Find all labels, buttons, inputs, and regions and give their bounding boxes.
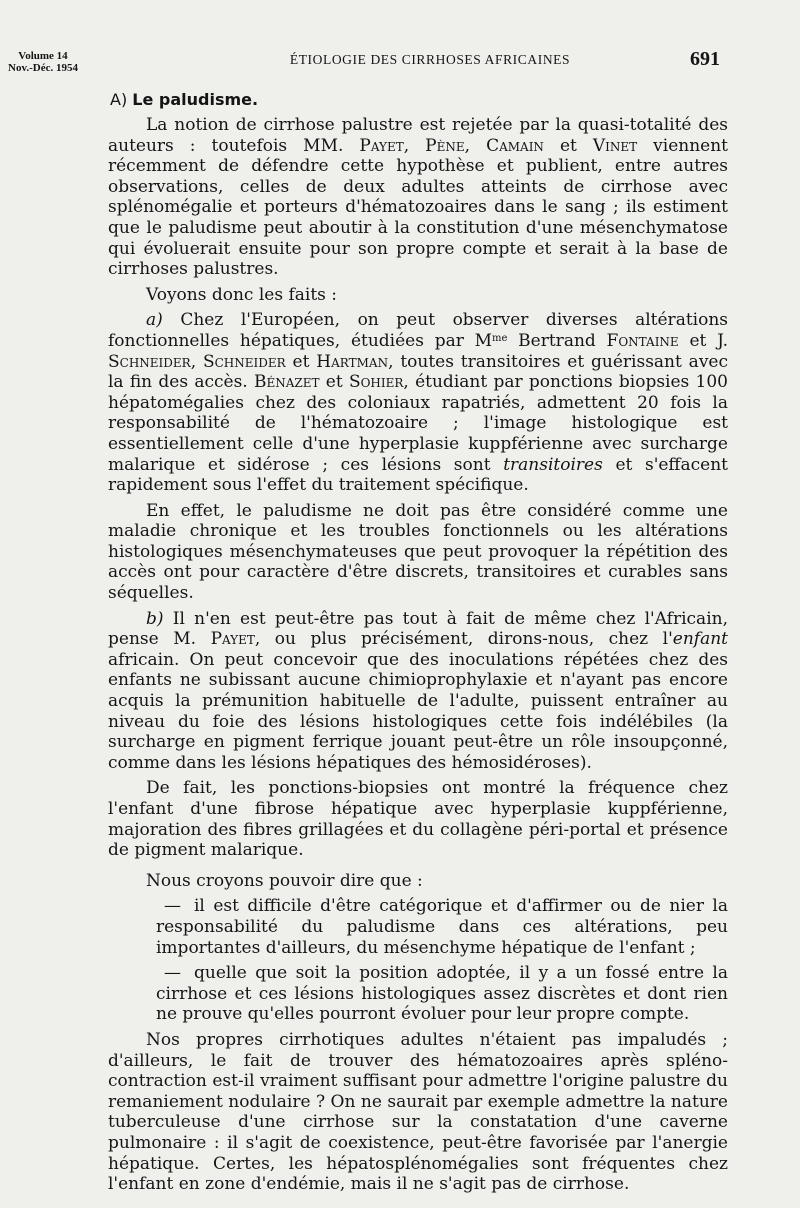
section-label: A) bbox=[110, 90, 128, 109]
text-run: Chez l'Européen, on peut observer diverses altérations fonctionnelles hépatiques, étudiées par M bbox=[108, 310, 728, 351]
text-run: La notion de cirrhose palustre est rejetée par la quasi-totalité des auteurs : toutefois MM. bbox=[108, 115, 728, 156]
section-title: Le paludisme. bbox=[132, 90, 259, 109]
dash-marker: — bbox=[164, 896, 181, 917]
paragraph-facts: Voyons donc les faits : bbox=[146, 284, 338, 305]
paragraph-conclusion-intro: Nous croyons pouvoir dire que : bbox=[146, 870, 423, 891]
paragraph-biopsies: De fait, les ponctions-biopsies ont montré la fréquence chez l'enfant d'une fibrose hépatique avec hyperplasie kuppférienne, majoration des fibres grillagées et du collagène péri-portal et présence de pigment malarique. bbox=[108, 778, 728, 861]
page-number: 691 bbox=[690, 48, 720, 70]
list-label: a) bbox=[146, 310, 163, 331]
text-run: , toutes transitoires et guérissant avec la fin des accès. bbox=[108, 351, 728, 393]
text-run: africain. On peut concevoir que des inoculations répétées chez des enfants ne subissant aucune chimioprophylaxie et n'ayant pas encore acquis la prémunition habituelle de l'adulte, puissent entraîner au niveau du foie des lésions histologiques cette fois indélébiles (la surcharge en pigment ferrique jouant peut-être un rôle insoupçonné, comme dans les lésions hépatiques des hémosidéroses). bbox=[108, 649, 728, 773]
emphasis: transitoires bbox=[503, 454, 603, 475]
author-name: Payet bbox=[210, 629, 255, 650]
text-run: , bbox=[190, 351, 203, 372]
author-name: Schneider bbox=[202, 351, 286, 372]
volume-label: Volume 14 bbox=[18, 50, 68, 62]
author-name: Fontaine bbox=[606, 330, 679, 351]
text-run: , ou plus précisément, dirons-nous, chez l' bbox=[254, 629, 673, 650]
dash-item bbox=[108, 963, 728, 1025]
text-run: et s'effacent rapidement sous l'effet du traitement spécifique. bbox=[108, 454, 728, 496]
author-name: Payet bbox=[359, 135, 404, 156]
dash-item bbox=[108, 896, 728, 958]
paragraph-intro bbox=[108, 115, 728, 280]
text-run: viennent récemment de défendre cette hypothèse et publient, entre autres observations, celles de deux adultes atteints de cirrhose avec splénomégalie et porteurs d'hématozoaires dans le sang ; ils estiment que le paludisme peut aboutir à la constitution d'une mésenchymatose qui évoluerait ensuite pour son propre compte et serait à la base de cirrhoses palustres. bbox=[108, 135, 729, 280]
author-name: Schneider bbox=[108, 351, 191, 372]
paragraph-effect: En effet, le paludisme ne doit pas être considéré comme une maladie chronique et les troubles fonctionnels ou les altérations histologiques mésenchymateuses que peut provoquer la répétition des accès ont pour caractère d'être discrets, transitoires et curables sans séquelles. bbox=[108, 500, 728, 604]
text-run: Bertrand bbox=[507, 330, 607, 351]
text-run: et J. bbox=[678, 330, 729, 351]
dash-item-text: il est difficile d'être catégorique et d'affirmer ou de nier la responsabilité du paludisme dans ces altérations, peu importantes d'ailleurs, du mésenchyme hépatique de l'enfant ; bbox=[156, 896, 728, 958]
text-run: et bbox=[285, 351, 317, 372]
section-heading bbox=[110, 90, 258, 109]
running-title: ÉTIOLOGIE DES CIRRHOSES AFRICAINES bbox=[289, 52, 571, 67]
list-label: b) bbox=[146, 608, 164, 629]
text-run: , bbox=[403, 135, 426, 156]
author-name: Pène bbox=[425, 135, 465, 156]
paragraph-final: Nos propres cirrhotiques adultes n'étaient pas impaludés ; d'ailleurs, le fait de trouver des hématozoaires après spléno-contraction est-il vraiment suffisant pour admettre l'origine palustre du remaniement nodulaire ? On ne saurait par exemple admettre la nature tuberculeuse d'une cirrhose sur la constatation d'une caverne pulmonaire : il s'agit de coexistence, peut-être favorisée par l'anergie hépatique. Certes, les hépatosplénomégalies sont fréquentes chez l'enfant en zone d'endémie, mais il ne s'agit pas de cirrhose. bbox=[108, 1029, 728, 1195]
author-name: Hartman bbox=[316, 351, 389, 372]
emphasis: enfant bbox=[672, 629, 729, 650]
text-run: Il n'en est peut-être pas tout à fait de même chez l'Africain, pense M. bbox=[108, 608, 728, 650]
author-name: Camain bbox=[486, 135, 544, 156]
text-run: , étudiant par ponctions biopsies 100 hépatomégalies chez des coloniaux rapatriés, admettent 20 fois la responsabilité de l'hématozoaire ; l'image histologique est essentiellement celle d'une hyperplasie kuppférienne avec surcharge malarique et sidérose ; ces lésions sont bbox=[108, 372, 728, 475]
volume-info bbox=[8, 50, 78, 74]
dash-item-text: quelle que soit la position adoptée, il y a un fossé entre la cirrhose et ces lésions histologiques assez discrètes et dont rien ne prouve qu'elles pourront évoluer pour leur propre compte. bbox=[156, 963, 728, 1025]
author-name: Bénazet bbox=[253, 372, 320, 393]
author-name: Sohier bbox=[348, 372, 404, 393]
issue-label: Nov.-Déc. 1954 bbox=[8, 62, 78, 74]
paragraph-european bbox=[108, 310, 728, 495]
text-run: et bbox=[319, 372, 349, 393]
text-run: , bbox=[464, 135, 487, 156]
paragraph-african bbox=[108, 609, 728, 774]
author-name: Vinet bbox=[592, 135, 638, 156]
dash-marker: — bbox=[164, 963, 181, 984]
superscript: me bbox=[492, 332, 508, 344]
article-body bbox=[108, 115, 728, 1195]
text-run: et bbox=[543, 135, 593, 156]
